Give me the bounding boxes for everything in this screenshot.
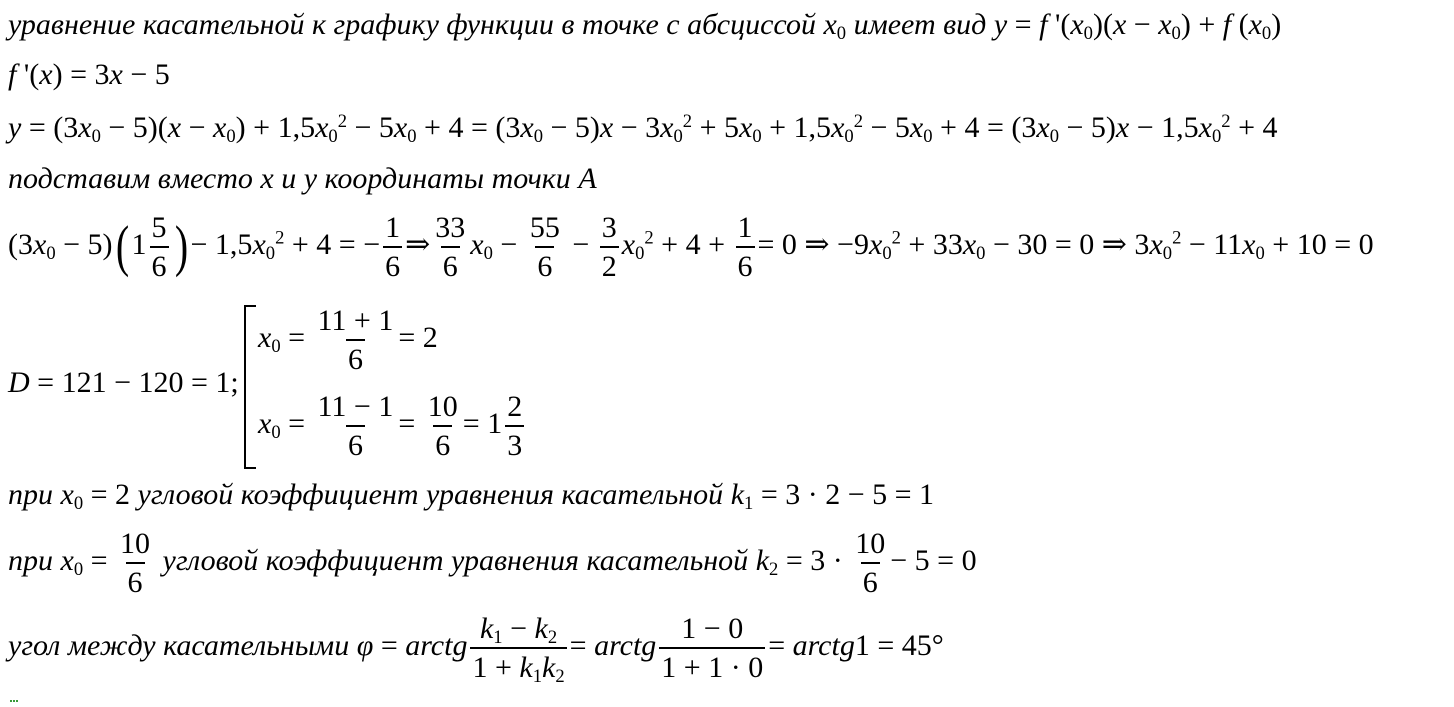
line-4-substitute: подставим вместо x и y координаты точки A: [8, 162, 597, 195]
tangent-intro-text: уравнение касательной к графику функции в точке с абсциссой: [8, 8, 816, 41]
line-1: уравнение касательной к графику функции в точке с абсциссой $x_0$ имеет вид y = f '$(x_0)(x - x_0) + f$ $(x_0)$: [8, 8, 1282, 45]
line-5-equation: $(3x_0 - 5)(1$ $\frac{5}{6}$ )− $1,5x_0^2 + 4$ = − $\frac{1}{6}$ ⇒ $\frac{33}{6}$ $x_0$ − $\frac{55}{6}$ − $\frac{3}{2}$ $x_0^2 + 4$ + $\frac{1}{6}$ = 0 ⇒ $-9x_0^2 + 33x_0 - 30 = 0$ ⇒ $3x_0^2 - 11x_0 + 10 = 0$: [8, 211, 1374, 283]
line-10-angle: угол между касательными φ = arctg $\frac{k_1 - k_2}{1 + k_1k_2}$ = arctg $\frac{1 - 0}{1 + 1 \cdot 0}$ = arctg1 = 45°: [8, 612, 944, 687]
corner-mark: [10, 700, 18, 705]
line-8-k1: при $x_0 = 2$ угловой коэффициент уравнения касательной $k_1 = 3 \cdot 2 - 5 = 1$: [8, 478, 935, 515]
line-2-derivative: f '(x) = 3x − 5: [8, 58, 170, 91]
system-bracket: [244, 305, 256, 469]
has-form-text: имеет вид: [853, 8, 987, 41]
line-9-k2: при $x_0$ = $\frac{10}{6}$ угловой коэффициент уравнения касательной $k_2 = 3$ · $\frac{10}{6}$ − 5 = 0: [8, 527, 977, 599]
root-1: $x_0$ = $\frac{11 + 1}{6}$ = 2: [258, 304, 438, 376]
line-3-tangent-expansion: $y = (3x_0 - 5)(x - x_0) + 1,5x_0^2 - 5x_0 + 4 = (3x_0 - 5)x - 3x_0^2 + 5x_0 + 1,5x_0^2 - 5x_0 + 4 = (3x_0 - 5)x - 1,5x_0^2 + 4$: [8, 110, 1278, 148]
line-6-discriminant: D = 121 − 120 = 1;: [8, 366, 239, 399]
angle-result: 45°: [901, 628, 944, 662]
root-2: $x_0$ = $\frac{11 - 1}{6}$ = $\frac{10}{6}$ = 1 $\frac{2}{3}$: [258, 390, 523, 462]
